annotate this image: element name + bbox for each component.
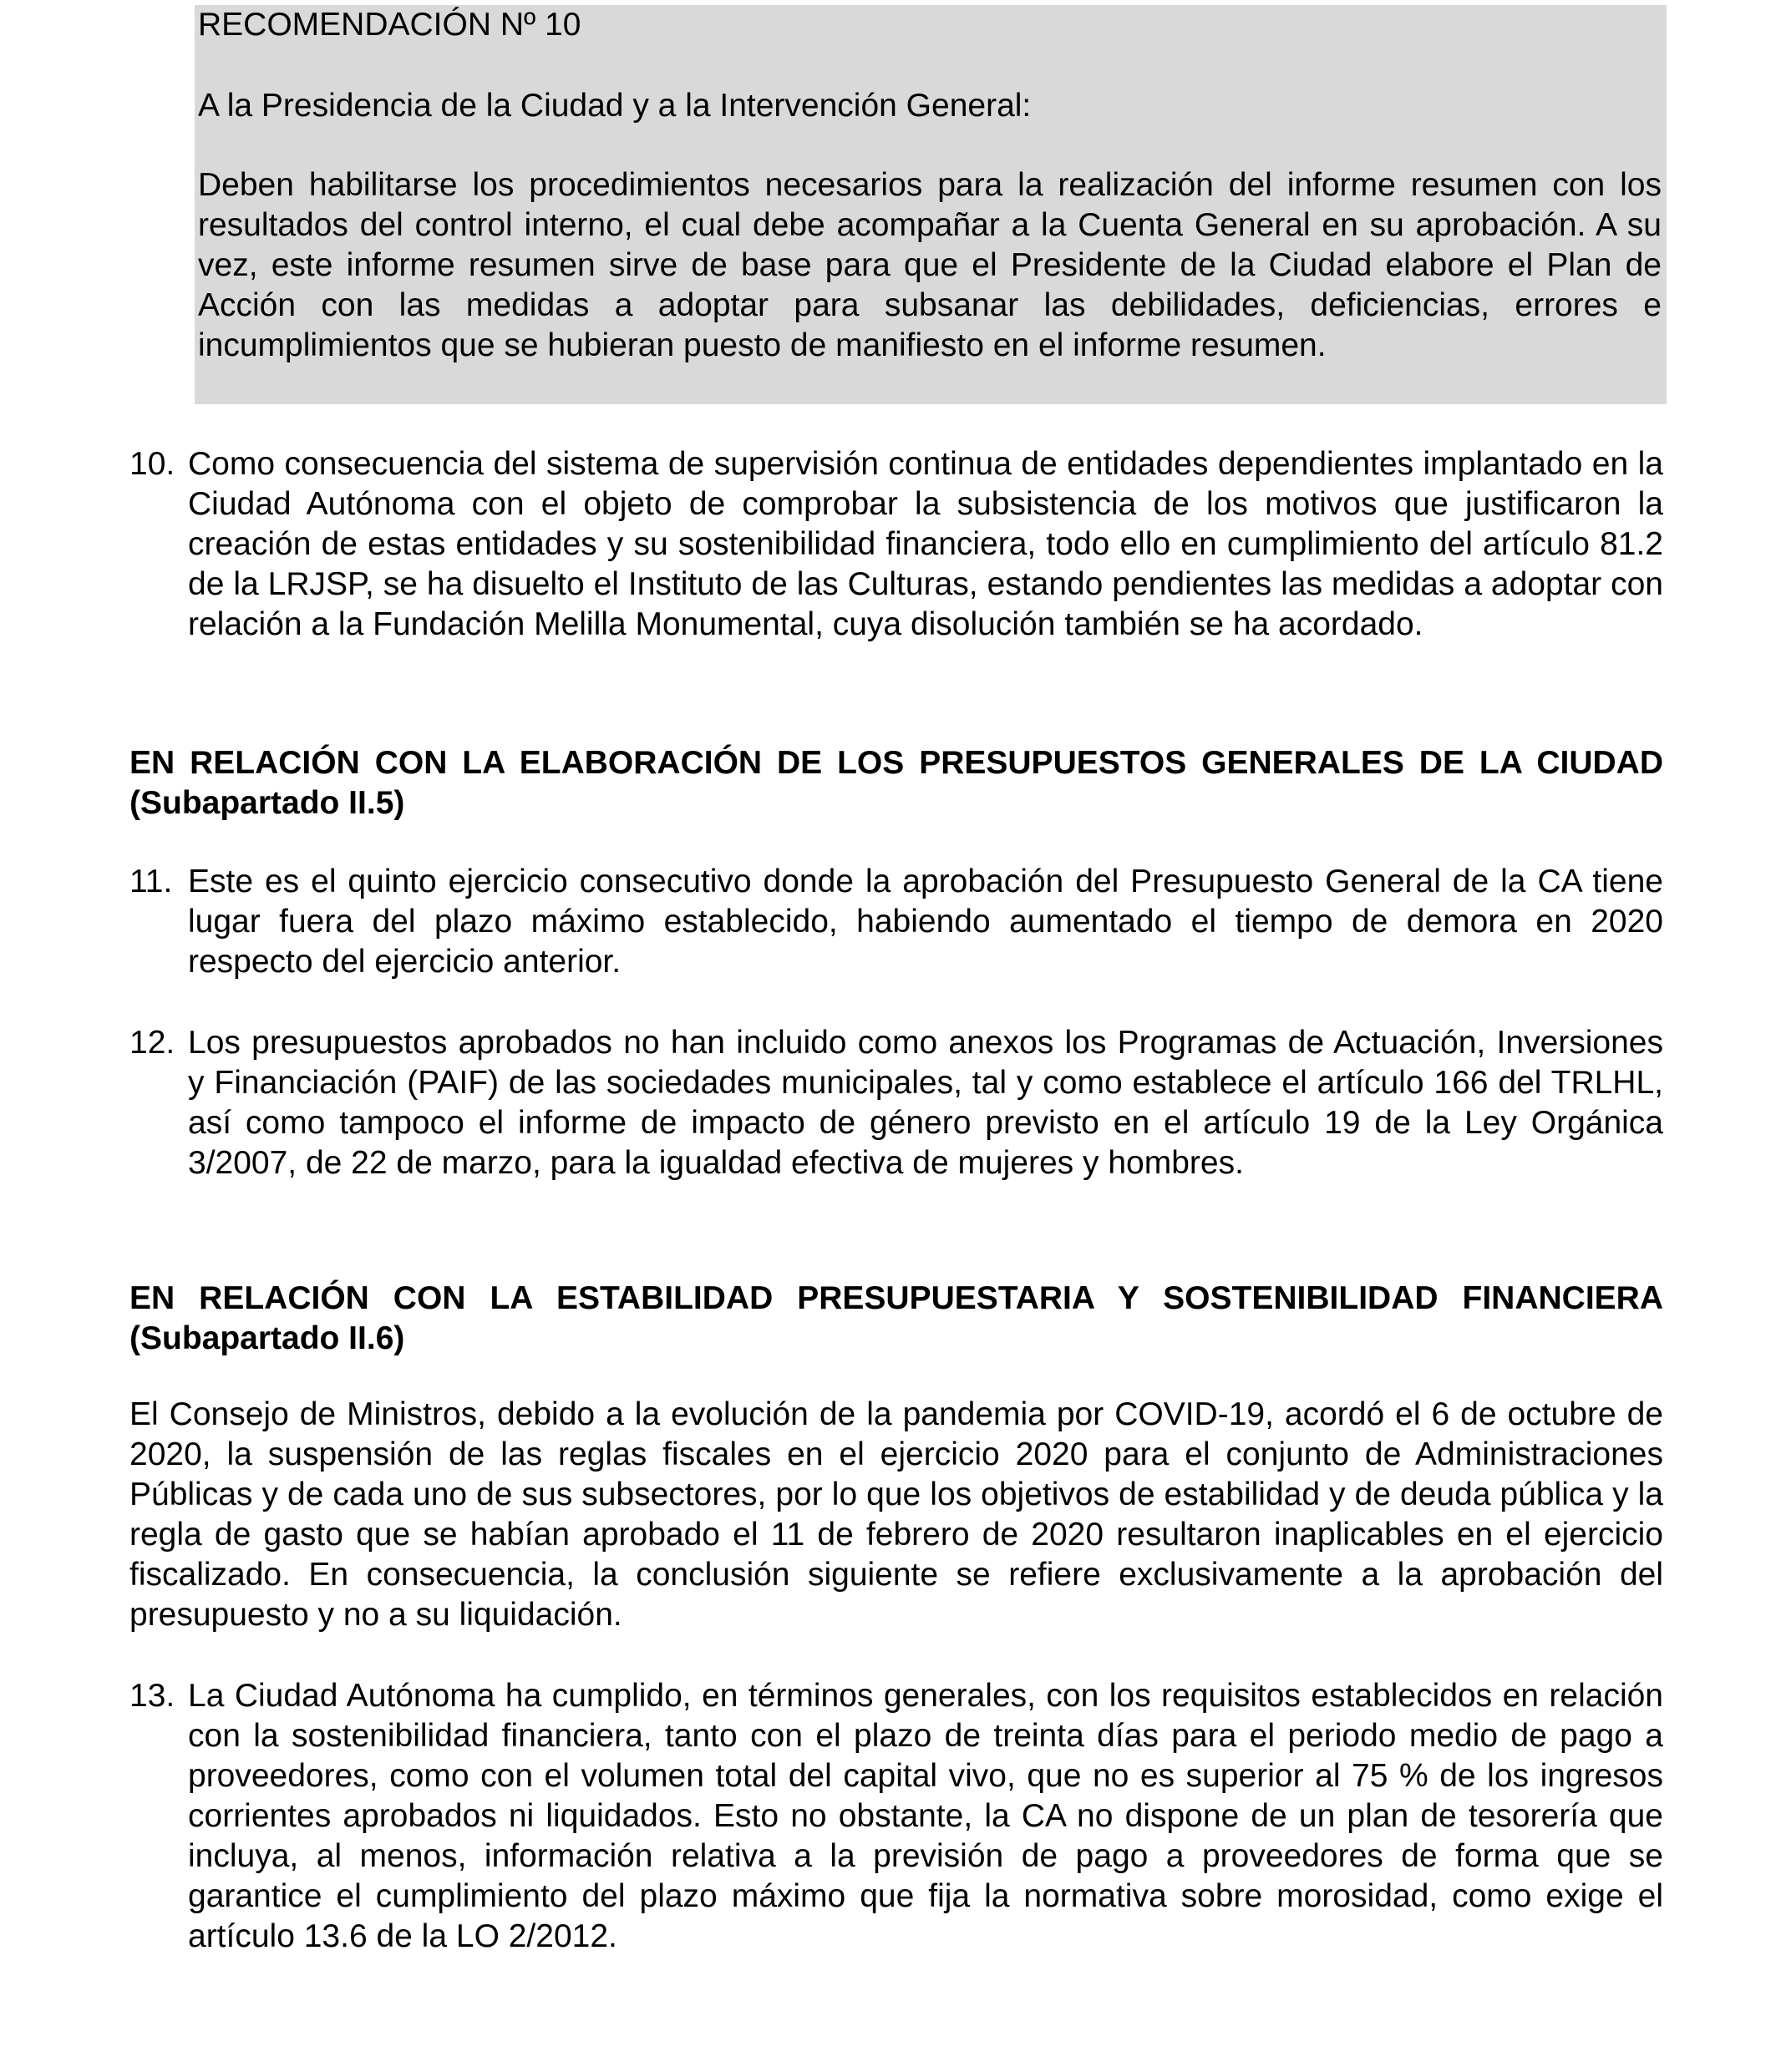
council-paragraph: El Consejo de Ministros, debido a la evolución de la pandemia por COVID-19, acordó el 6 de octubre de 2020, la suspensión de las reglas fiscales en el ejercicio 2020 para el conjunto de Administraciones Públicas y de cada uno de sus subsectores, por lo que los objetivos de estabilidad y de deuda pública y la regla de gasto que se habían aprobado el 11 de febrero de 2020 resultaron inaplicables en el ejercicio fiscalizado. En consecuencia, la conclusión siguiente se refiere exclusivamente a la aprobación del presupuesto y no a su liquidación.	[129, 1396, 1663, 1633]
item-text: La Ciudad Autónoma ha cumplido, en términos generales, con los requisitos establecidos en relación con la sostenibilidad financiera, tanto con el plazo de treinta días para el periodo medio de pago a proveedores, como con el volumen total del capital vivo, que no es superior al 75 % de los ingresos corrientes aprobados ni liquidados. Esto no obstante, la CA no dispone de un plan de tesorería que incluya, al menos, información relativa a la previsión de pago a proveedores de forma que se garantice el cumplimiento del plazo máximo que fija la normativa sobre morosidad, como exige el artículo 13.6 de la LO 2/2012.	[188, 1678, 1663, 1954]
item-text: Este es el quinto ejercicio consecutivo donde la aprobación del Presupuesto General de la CA tiene lugar fuera del plazo máximo establecido, habiendo aumentado el tiempo de demora en 2020 respecto del ejercicio anterior.	[188, 864, 1663, 980]
item-number: 13.	[129, 1678, 175, 1714]
section-heading-stability: EN RELACIÓN CON LA ESTABILIDAD PRESUPUESTARIA Y SOSTENIBILIDAD FINANCIERA (Subapartado II.6)	[129, 1280, 1663, 1356]
item-number: 12.	[129, 1025, 175, 1061]
item-number: 10.	[129, 446, 175, 482]
section-heading-budget: EN RELACIÓN CON LA ELABORACIÓN DE LOS PRESUPUESTOS GENERALES DE LA CIUDAD (Subapartado II.5)	[129, 745, 1663, 821]
item-number: 11.	[129, 864, 173, 899]
recommendation-body: Deben habilitarse los procedimientos necesarios para la realización del informe resumen con los resultados del control interno, el cual debe acompañar a la Cuenta General en su aprobación. A su vez, este informe resumen sirve de base para que el Presidente de la Ciudad elabore el Plan de Acción con las medidas a adoptar para subsanar las debilidades, deficiencias, errores e incumplimientos que se hubieran puesto de manifiesto en el informe resumen.	[198, 167, 1662, 363]
recommendation-box	[195, 5, 1667, 404]
recommendation-addressee: A la Presidencia de la Ciudad y a la Intervención General:	[198, 88, 1032, 124]
item-text: Los presupuestos aprobados no han incluido como anexos los Programas de Actuación, Inversiones y Financiación (PAIF) de las sociedades municipales, tal y como establece el artículo 166 del TRLHL, así como tampoco el informe de impacto de género previsto en el artículo 19 de la Ley Orgánica 3/2007, de 22 de marzo, para la igualdad efectiva de mujeres y hombres.	[188, 1025, 1663, 1181]
item-text: Como consecuencia del sistema de supervisión continua de entidades dependientes implantado en la Ciudad Autónoma con el objeto de comprobar la subsistencia de los motivos que justificaron la creación de estas entidades y su sostenibilidad financiera, todo ello en cumplimiento del artículo 81.2 de la LRJSP, se ha disuelto el Instituto de las Culturas, estando pendientes las medidas a adoptar con relación a la Fundación Melilla Monumental, cuya disolución también se ha acordado.	[188, 446, 1663, 642]
recommendation-title: RECOMENDACIÓN Nº 10	[198, 7, 581, 43]
